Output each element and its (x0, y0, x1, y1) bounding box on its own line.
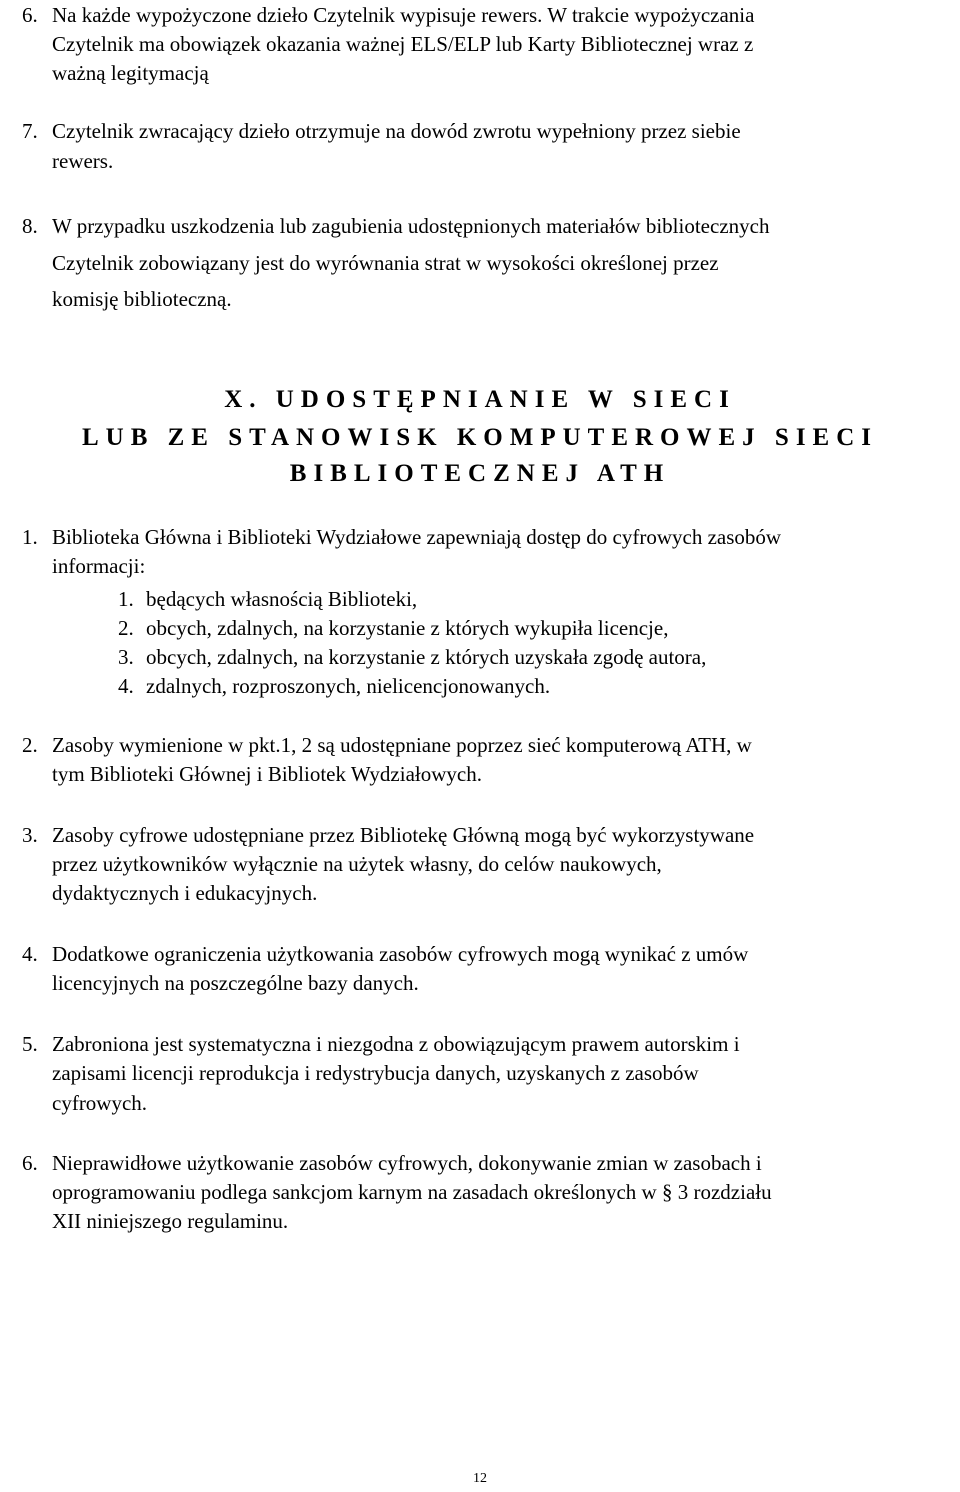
sub-item-number: 1. (118, 587, 134, 611)
item-text-line: rewers. (52, 149, 114, 173)
item-text-line: Nieprawidłowe użytkowanie zasobów cyfrowych, dokonywanie zmian w zasobach i (52, 1151, 762, 1175)
item-text-line: Zasoby wymienione w pkt.1, 2 są udostępniane poprzez sieć komputerową ATH, w (52, 733, 752, 757)
item-text-line: oprogramowaniu podlega sankcjom karnym na zasadach określonych w § 3 rozdziału (52, 1180, 772, 1204)
item-text-line: komisję biblioteczną. (52, 287, 232, 311)
sub-item-text: zdalnych, rozproszonych, nielicencjonowanych. (146, 674, 551, 698)
item-text-line: ważną legitymacją (52, 61, 209, 85)
section-heading-line: LUB ZE STANOWISK KOMPUTEROWEJ SIECI (81, 424, 879, 451)
item-text-line: zapisami licencji reprodukcja i redystrybucja danych, uzyskanych z zasobów (52, 1061, 699, 1085)
sub-item-text: będących własnością Biblioteki, (146, 587, 418, 611)
item-number: 8. (22, 214, 38, 238)
section-heading-line: BIBLIOTECZNEJ ATH (289, 460, 671, 487)
item-text-line: Biblioteka Główna i Biblioteki Wydziałowe zapewniają dostęp do cyfrowych zasobów (52, 525, 782, 549)
sub-item-text: obcych, zdalnych, na korzystanie z których wykupiła licencje, (146, 616, 669, 640)
item-text-line: Czytelnik zobowiązany jest do wyrównania strat w wysokości określonej przez (52, 251, 719, 275)
sub-item-text: obcych, zdalnych, na korzystanie z których uzyskała zgodę autora, (146, 645, 707, 669)
item-number: 2. (22, 733, 38, 757)
item-text-line: Dodatkowe ograniczenia użytkowania zasobów cyfrowych mogą wynikać z umów (52, 942, 749, 966)
item-number: 6. (22, 1151, 38, 1175)
item-text-line: informacji: (52, 554, 146, 578)
item-text-line: Czytelnik zwracający dzieło otrzymuje na dowód zwrotu wypełniony przez siebie (52, 119, 741, 143)
sub-item-number: 2. (118, 616, 134, 640)
item-text-line: przez użytkowników wyłącznie na użytek własny, do celów naukowych, (52, 852, 662, 876)
item-text-line: Na każde wypożyczone dzieło Czytelnik wypisuje rewers. W trakcie wypożyczania (52, 3, 755, 27)
item-number: 7. (22, 119, 38, 143)
item-text-line: dydaktycznych i edukacyjnych. (52, 881, 318, 905)
sub-item-number: 3. (118, 645, 134, 669)
item-number: 4. (22, 942, 38, 966)
item-text-line: XII niniejszego regulaminu. (52, 1209, 289, 1233)
section-heading-line: X. UDOSTĘPNIANIE W SIECI (224, 386, 736, 413)
item-number: 1. (22, 525, 38, 549)
item-number: 5. (22, 1032, 38, 1056)
sub-item-number: 4. (118, 674, 134, 698)
item-number: 3. (22, 823, 38, 847)
item-text-line: cyfrowych. (52, 1091, 148, 1115)
item-text-line: Zasoby cyfrowe udostępniane przez Bibliotekę Główną mogą być wykorzystywane (52, 823, 755, 847)
item-text-line: Czytelnik ma obowiązek okazania ważnej ELS/ELP lub Karty Bibliotecznej wraz z (52, 32, 754, 56)
item-number: 6. (22, 3, 38, 27)
item-text-line: licencyjnych na poszczególne bazy danych. (52, 971, 419, 995)
item-text-line: tym Biblioteki Głównej i Bibliotek Wydziałowych. (52, 762, 482, 786)
item-text-line: Zabroniona jest systematyczna i niezgodna z obowiązującym prawem autorskim i (52, 1032, 740, 1056)
item-text-line: W przypadku uszkodzenia lub zagubienia udostępnionych materiałów bibliotecznych (52, 214, 770, 238)
page-number: 12 (473, 1471, 487, 1486)
